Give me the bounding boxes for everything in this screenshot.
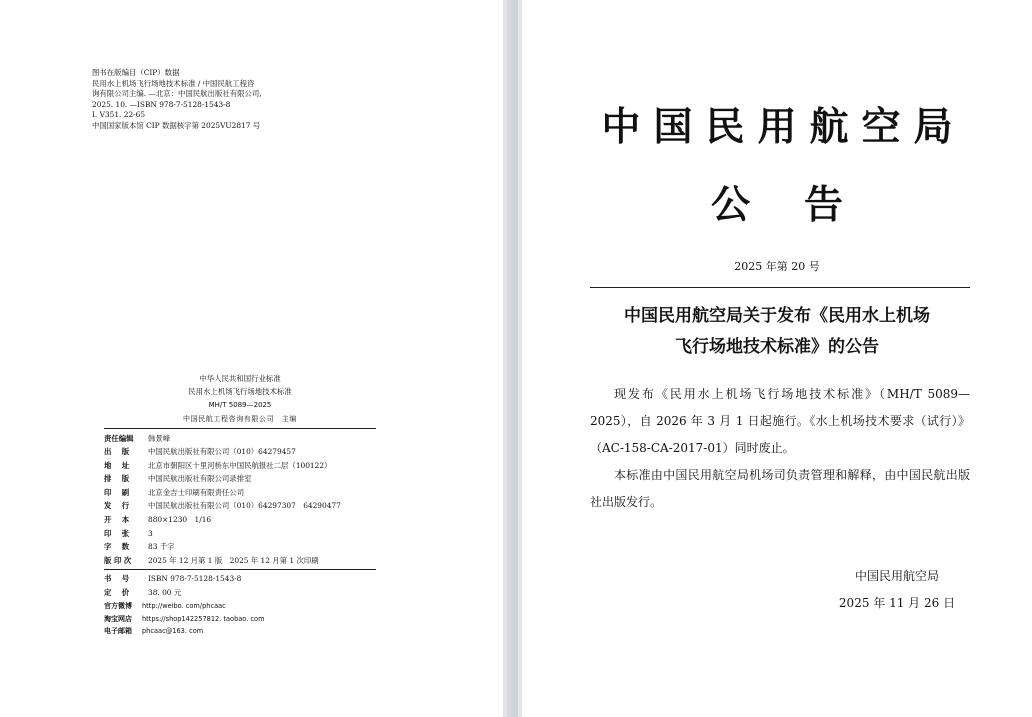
row-key: 字 数 — [104, 542, 131, 552]
notice-heading: 公告 — [710, 182, 897, 228]
divider — [104, 428, 376, 429]
book-title: 民用水上机场飞行场地技术标准 — [188, 387, 292, 397]
row-value: 中国民航出版社有限公司（010）64297307 64290477 — [148, 501, 341, 511]
colophon-row — [104, 513, 376, 527]
row-value: 中国民航出版社有限公司（010）64279457 — [148, 447, 296, 457]
isbn-value: ISBN 978-7-5128-1543-8 — [148, 574, 242, 584]
colophon-row — [104, 499, 376, 513]
row-key: 开 本 — [104, 515, 131, 525]
agency-title: 中国民用航空局 — [601, 104, 966, 150]
row-key: 地 址 — [104, 460, 131, 470]
cip-line: Ⅰ. V351. 22-65 — [92, 110, 146, 119]
document-number: 2025 年第 20 号 — [734, 260, 820, 273]
colophon-row — [104, 445, 376, 459]
row-key: 印 张 — [104, 528, 131, 538]
body-paragraph: 现发布《民用水上机场飞行场地技术标准》（MH/T 5089—2025），自 2026 年 3 月 1 日起施行。《水上机场技术要求（试行）》（AC-158-CA-2017-01）同时废止。 — [590, 387, 970, 455]
notice-title-line: 中国民用航空局关于发布《民用水上机场 — [624, 306, 930, 326]
notice-title-line: 飞行场地技术标准》的公告 — [675, 337, 879, 357]
shop-link: https://shop142257812. taobao. com — [142, 614, 265, 623]
standard-type: 中华人民共和国行业标准 — [199, 374, 281, 383]
row-key: 印 刷 — [104, 487, 131, 497]
row-value: 2025 年 12 月第 1 版 2025 年 12 月第 1 次印刷 — [148, 555, 319, 565]
weibo-link: http://weibo. com/phcaac — [142, 601, 226, 610]
colophon-row — [104, 554, 376, 568]
row-value: 北京市朝阳区十里河桥东中国民航报社二层（100122） — [148, 460, 332, 470]
cip-data-block — [92, 68, 322, 131]
colophon-row — [104, 458, 376, 472]
row-key: 官方微博 — [104, 600, 132, 610]
isbn-row — [104, 572, 376, 586]
signature-org: 中国民用航空局 — [854, 569, 939, 583]
row-value: 中国民航出版社有限公司录排室 — [148, 474, 252, 484]
row-value: 韩景峰 — [148, 433, 171, 443]
cip-line: 询有限公司主编. —北京：中国民航出版社有限公司, — [92, 89, 262, 98]
price-value: 38. 00 元 — [148, 588, 182, 598]
row-value: 北京金吉士印刷有限责任公司 — [148, 487, 245, 497]
cip-line: 民用水上机场飞行场地技术标准 / 中国民航工程咨 — [92, 78, 255, 88]
cip-heading: 图书在版编目（CIP）数据 — [92, 68, 180, 77]
web-row — [104, 612, 376, 625]
row-value: 880×1230 1/16 — [148, 515, 212, 525]
cip-line: 中国国家版本馆 CIP 数据核字第 2025VU2817 号 — [92, 120, 261, 130]
row-value: 83 千字 — [148, 542, 175, 552]
colophon-row — [104, 486, 376, 500]
cip-line: 2025. 10. —ISBN 978-7-5128-1543-8 — [92, 99, 231, 109]
body-paragraph: 本标准由中国民用航空局机场司负责管理和解释，由中国民航出版社出版发行。 — [590, 468, 970, 509]
signature-date: 2025 年 11 月 26 日 — [838, 596, 956, 610]
announcement-page — [522, 0, 1032, 717]
header-rule — [590, 287, 970, 288]
row-key: 定 价 — [104, 588, 131, 598]
divider — [104, 569, 376, 570]
row-key: 书 号 — [104, 574, 131, 584]
row-value: 3 — [148, 528, 153, 538]
row-key: 电子邮箱 — [104, 626, 132, 636]
row-key: 责任编辑 — [104, 433, 134, 443]
standard-code: MH/T 5089—2025 — [208, 400, 272, 409]
row-key: 版 印 次 — [104, 555, 132, 565]
email-address: phcaac@163. com — [142, 627, 204, 636]
chief-editor: 中国民航工程咨询有限公司 主编 — [183, 415, 297, 424]
row-key: 排 版 — [104, 474, 131, 484]
price-row — [104, 586, 376, 600]
row-key: 淘宝网店 — [104, 613, 132, 623]
page-gutter — [503, 0, 522, 717]
colophon-row — [104, 472, 376, 486]
notice-body — [590, 381, 970, 516]
colophon-row — [104, 526, 376, 540]
row-key: 出 版 — [104, 447, 131, 457]
notice-title — [582, 301, 972, 363]
web-row — [104, 599, 376, 612]
colophon-row — [104, 431, 376, 445]
copyright-page — [0, 0, 503, 717]
web-row — [104, 625, 376, 638]
row-key: 发 行 — [104, 501, 131, 511]
signature-block — [822, 563, 972, 617]
colophon — [104, 372, 376, 638]
colophon-row — [104, 540, 376, 554]
